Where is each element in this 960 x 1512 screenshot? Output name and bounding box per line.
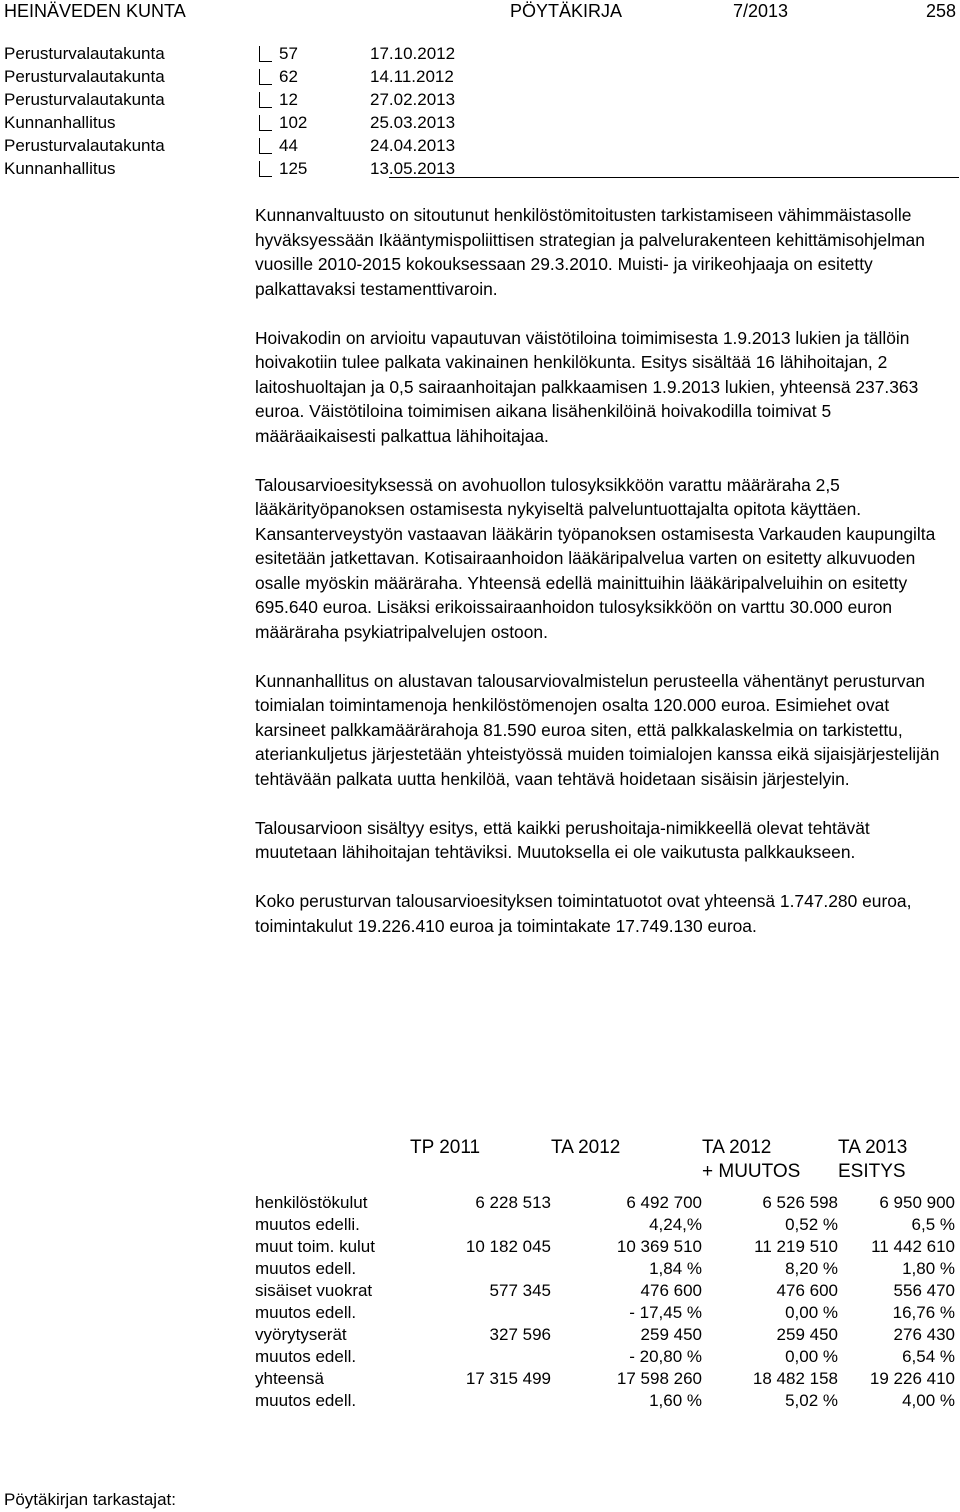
table-cell: 476 600 — [640, 1281, 702, 1300]
table-cell: 18 482 158 — [752, 1369, 838, 1388]
table-row — [255, 1258, 955, 1280]
table-cell: 10 182 045 — [465, 1237, 551, 1256]
history-organ: Kunnanhallitus — [4, 113, 116, 132]
table-cell: 1,60 % — [649, 1391, 702, 1410]
table-cell: 8,20 % — [785, 1259, 838, 1278]
body-text — [255, 203, 955, 963]
paragraph: Hoivakodin on arvioitu vapautuvan väistötiloina toimimisesta 1.9.2013 lukien ja tällöin hoivakotiin tulee palkata vakinainen henkilökunta. Esitys sisältää 16 lähihoitajan, 2 laitoshuoltajan ja 0,5 sairaanhoitajan palkkaamisen 1.9.2013 lukien, yhteensä 237.363 euroa. Väistötiloina toimimisen aikana lisähenkilöinä hoivakodilla toimivat 5 määräaikaisesti palkattua lähihoitajaa. — [255, 327, 919, 446]
table-row-label: muutos edelli. — [255, 1215, 360, 1234]
table-row-label: vyörytyserät — [255, 1325, 347, 1344]
table-cell: 16,76 % — [892, 1303, 955, 1322]
table-cell: 276 430 — [893, 1325, 955, 1344]
table-cell — [410, 1214, 551, 1236]
history-row — [4, 113, 956, 136]
table-cell: 0,00 % — [785, 1347, 838, 1366]
table-row — [255, 1368, 955, 1390]
table-cell: - 17,45 % — [629, 1303, 702, 1322]
table-cell: 259 450 — [640, 1325, 702, 1344]
minutes-checkers-label: Pöytäkirjan tarkastajat: — [4, 1490, 176, 1509]
table-cell: 1,80 % — [902, 1259, 955, 1278]
table-cell: 5,02 % — [785, 1391, 838, 1410]
table-row — [255, 1324, 955, 1346]
history-section-number: 102 — [257, 113, 307, 133]
history-section-number: 57 — [257, 44, 298, 64]
history-section-number: 44 — [257, 136, 298, 156]
table-cell — [410, 1302, 551, 1324]
table-header-ta2013-esitys: TA 2013 ESITYS — [838, 1137, 908, 1182]
paragraph: Talousarvioesityksessä on avohuollon tulosyksikköön varattu määräraha 2,5 lääkärityöpanoksen ostamisesta nykyiseltä palveluntuottajalta opitota käyttäen. Kansanterveystyön vastaavan lääkärin työpanoksen ostamisesta Varkauden kaupungilta esitetään jatkettavan. Kotisairaanhoidon lääkäripalvelua varten on esitetty alkuvuoden osalle myöskin määräraha. Yhteensä edellä mainittuihin lääkäripalveluihin on esitetty 695.640 euroa. Lisäksi erikoissairaanhoidon tulosyksikköön on varttu 30.000 euron määräraha psykiatripalvelujen ostoon. — [255, 474, 936, 642]
table-row — [255, 1302, 955, 1324]
history-organ: Perusturvalautakunta — [4, 67, 165, 86]
table-cell: 1,84 % — [649, 1259, 702, 1278]
table-row — [255, 1192, 955, 1214]
table-header-ta2012-muutos: TA 2012 + MUUTOS — [702, 1137, 801, 1182]
table-cell: 4,00 % — [902, 1391, 955, 1410]
history-section-number: 12 — [257, 90, 298, 110]
table-cell: 6 526 598 — [762, 1193, 838, 1212]
document-number: 7/2013 — [733, 1, 789, 21]
table-header-label — [255, 1136, 410, 1192]
table-cell: 6 492 700 — [626, 1193, 702, 1212]
history-date: 24.04.2013 — [370, 136, 456, 155]
history-date: 14.11.2012 — [370, 67, 454, 86]
history-date: 25.03.2013 — [370, 113, 456, 132]
history-row — [4, 67, 956, 90]
paragraph: Talousarvioon sisältyy esitys, että kaikki perushoitaja-nimikkeellä olevat tehtävät muutetaan lähihoitajan tehtäviksi. Muutoksella ei ole vaikutusta palkkaukseen. — [255, 817, 870, 862]
table-cell: 17 315 499 — [465, 1369, 551, 1388]
table-cell: 577 345 — [489, 1281, 551, 1300]
table-cell: 0,52 % — [785, 1215, 838, 1234]
table-row — [255, 1280, 955, 1302]
table-row-label: muutos edell. — [255, 1303, 357, 1322]
table-cell: 259 450 — [776, 1325, 838, 1344]
table-cell: 6,54 % — [902, 1347, 955, 1366]
table-cell: 0,00 % — [785, 1303, 838, 1322]
table-row — [255, 1390, 955, 1412]
document-type: PÖYTÄKIRJA — [510, 1, 623, 21]
table-row — [255, 1346, 955, 1368]
history-date: 13.05.2013 — [370, 159, 456, 178]
history-date: 27.02.2013 — [370, 90, 456, 109]
table-row-label: muutos edell. — [255, 1391, 357, 1410]
table-row-label: muutos edell. — [255, 1347, 357, 1366]
history-section-number: 62 — [257, 67, 298, 87]
table-cell: 11 219 510 — [754, 1237, 838, 1256]
budget-table — [255, 1136, 955, 1412]
paragraph: Koko perusturvan talousarvioesityksen toimintatuotot ovat yhteensä 1.747.280 euroa, toimintakulut 19.226.410 euroa ja toimintakate 17.749.130 euroa. — [255, 891, 912, 936]
table-cell — [410, 1390, 551, 1412]
table-cell: 4,24,% — [649, 1215, 702, 1234]
page-header — [0, 0, 960, 30]
paragraph: Kunnanhallitus on alustavan talousarviovalmistelun perusteella vähentänyt perusturvan toimialan toimintamenoja henkilöstömenojen osalta 120.000 euroa. Esimiehet ovat karsineet palkkamäärärahoja 81.590 euroa siten, että palkkalaskelmia on tarkistettu, ateriankuljetus järjestetään yhteistyössä muiden toimialojen kanssa eikä sijaisjärjestelijän tehtävään palkata uutta henkilöä, vaan tehtävä hoidetaan sisäisin järjestelyin. — [255, 670, 940, 789]
table-cell: - 20,80 % — [629, 1347, 702, 1366]
history-date: 17.10.2012 — [370, 44, 456, 63]
table-row-label: muutos edell. — [255, 1259, 357, 1278]
table-cell: 327 596 — [489, 1325, 551, 1344]
table-row — [255, 1236, 955, 1258]
table-cell: 6,5 % — [911, 1215, 955, 1234]
table-cell — [410, 1258, 551, 1280]
history-row — [4, 90, 956, 113]
history-organ: Perusturvalautakunta — [4, 136, 165, 155]
table-row — [255, 1214, 955, 1236]
history-row — [4, 136, 956, 159]
paragraph: Kunnanvaltuusto on sitoutunut henkilöstömitoitusten tarkistamiseen vähimmäistasolle hyväksyessään Ikääntymispoliittisen strategian ja palvelurakenteen kehittämisohjelman vuosille 2010-2015 kokouksessaan 29.3.2010. Muisti- ja virikeohjaaja on esitetty palkattavaksi testamenttivaroin. — [255, 205, 925, 299]
table-cell: 556 470 — [893, 1281, 955, 1300]
table-row-label: muut toim. kulut — [255, 1237, 375, 1256]
table-cell: 19 226 410 — [869, 1369, 955, 1388]
table-cell: 6 228 513 — [475, 1193, 551, 1212]
table-row-label: yhteensä — [255, 1369, 324, 1388]
history-organ: Perusturvalautakunta — [4, 90, 165, 109]
history-row — [4, 44, 956, 67]
history-divider — [389, 177, 959, 178]
table-header-tp2011: TP 2011 — [410, 1137, 481, 1158]
table-cell: 11 442 610 — [871, 1237, 955, 1256]
table-cell — [410, 1346, 551, 1368]
table-cell: 17 598 260 — [616, 1369, 702, 1388]
processing-history — [4, 44, 956, 182]
history-section-number: 125 — [257, 159, 307, 179]
table-cell: 476 600 — [776, 1281, 838, 1300]
table-row-label: henkilöstökulut — [255, 1193, 368, 1212]
page-number: 258 — [925, 1, 956, 21]
table-cell: 6 950 900 — [879, 1193, 955, 1212]
history-row — [4, 159, 956, 182]
table-row-label: sisäiset vuokrat — [255, 1281, 373, 1300]
municipality-name: HEINÄVEDEN KUNTA — [4, 1, 186, 21]
history-organ: Kunnanhallitus — [4, 159, 116, 178]
table-header-ta2012: TA 2012 — [551, 1137, 621, 1158]
history-organ: Perusturvalautakunta — [4, 44, 165, 63]
table-cell: 10 369 510 — [616, 1237, 702, 1256]
